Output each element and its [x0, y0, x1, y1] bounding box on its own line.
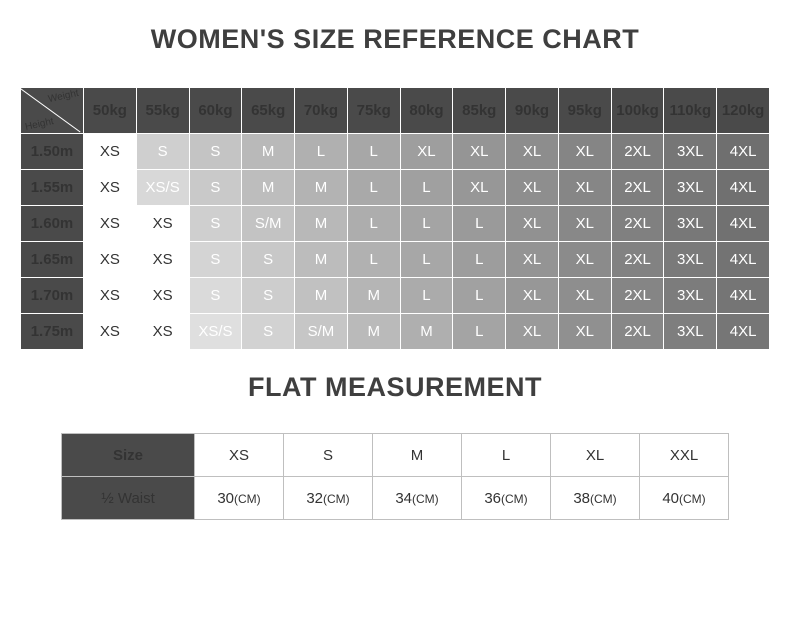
size-cell: XL — [558, 206, 611, 242]
weight-header-cell: 110kg — [664, 88, 717, 134]
size-cell: S — [189, 278, 242, 314]
measurement-unit: (CM) — [323, 491, 350, 506]
size-cell: XS — [136, 278, 189, 314]
size-cell: XL — [506, 278, 559, 314]
size-cell: 4XL — [717, 134, 770, 170]
size-cell: XL — [453, 134, 506, 170]
size-cell: XL — [506, 242, 559, 278]
size-cell: M — [295, 278, 348, 314]
size-cell: 2XL — [611, 206, 664, 242]
size-cell: 2XL — [611, 170, 664, 206]
axis-corner-cell — [21, 88, 84, 134]
size-cell: 2XL — [611, 134, 664, 170]
measurement-unit: (CM) — [679, 491, 706, 506]
measurement-value: 32 — [306, 489, 324, 507]
size-cell: 3XL — [664, 242, 717, 278]
size-cell: XL — [558, 242, 611, 278]
measurement-unit: (CM) — [590, 491, 617, 506]
size-cell: 3XL — [664, 134, 717, 170]
weight-header-cell: 80kg — [400, 88, 453, 134]
size-cell: 4XL — [717, 242, 770, 278]
size-cell: 3XL — [664, 278, 717, 314]
size-cell: 3XL — [664, 170, 717, 206]
flat-measurement-cell — [551, 477, 640, 520]
height-axis-label: Height — [24, 116, 55, 133]
size-table-header-row — [21, 88, 770, 134]
height-header-cell: 1.60m — [21, 206, 84, 242]
flat-size-header-cell: XL — [551, 434, 640, 477]
size-cell: 3XL — [664, 206, 717, 242]
size-cell: L — [347, 242, 400, 278]
height-header-cell: 1.70m — [21, 278, 84, 314]
size-cell: M — [347, 278, 400, 314]
size-reference-table — [20, 87, 770, 350]
weight-header-cell: 120kg — [717, 88, 770, 134]
weight-header-cell: 60kg — [189, 88, 242, 134]
size-reference-table-container — [20, 87, 770, 350]
size-cell: 4XL — [717, 170, 770, 206]
size-cell: M — [295, 242, 348, 278]
measurement-unit: (CM) — [412, 491, 439, 506]
size-cell: S — [189, 206, 242, 242]
weight-header-cell: 85kg — [453, 88, 506, 134]
flat-measurement-cell — [195, 477, 284, 520]
weight-header-cell: 75kg — [347, 88, 400, 134]
size-cell: XS — [136, 314, 189, 350]
size-cell: XS — [84, 314, 137, 350]
flat-size-label: Size — [62, 434, 195, 477]
measurement-unit: (CM) — [501, 491, 528, 506]
weight-header-cell: 95kg — [558, 88, 611, 134]
size-cell: XS — [136, 242, 189, 278]
table-row — [21, 278, 770, 314]
size-cell: L — [347, 206, 400, 242]
size-cell: L — [400, 242, 453, 278]
size-cell: L — [295, 134, 348, 170]
size-cell: XS — [84, 242, 137, 278]
size-cell: L — [453, 242, 506, 278]
weight-header-cell: 50kg — [84, 88, 137, 134]
table-row — [21, 134, 770, 170]
size-cell: 2XL — [611, 278, 664, 314]
flat-size-header-cell: XS — [195, 434, 284, 477]
flat-measurement-table — [61, 433, 729, 520]
size-cell: 4XL — [717, 206, 770, 242]
size-cell: XS — [136, 206, 189, 242]
size-cell: XL — [558, 278, 611, 314]
table-row — [21, 206, 770, 242]
height-header-cell: 1.65m — [21, 242, 84, 278]
size-cell: M — [242, 170, 295, 206]
measurement-unit: (CM) — [234, 491, 261, 506]
size-cell: XS — [84, 278, 137, 314]
size-cell: S/M — [242, 206, 295, 242]
size-cell: S — [242, 242, 295, 278]
size-cell: M — [295, 170, 348, 206]
size-cell: XL — [453, 170, 506, 206]
size-cell: XL — [558, 170, 611, 206]
size-cell: L — [400, 170, 453, 206]
flat-measurement-table-container — [61, 433, 729, 520]
size-cell: L — [347, 170, 400, 206]
flat-measurement-title: FLAT MEASUREMENT — [248, 372, 542, 402]
measurement-value: 36 — [484, 489, 502, 507]
size-cell: S — [242, 278, 295, 314]
size-cell: 3XL — [664, 314, 717, 350]
size-cell: XL — [506, 314, 559, 350]
flat-measurement-cell — [284, 477, 373, 520]
weight-axis-label: Weight — [47, 87, 80, 106]
flat-measurement-cell — [640, 477, 729, 520]
size-cell: 2XL — [611, 242, 664, 278]
size-cell: 2XL — [611, 314, 664, 350]
size-cell: S — [242, 314, 295, 350]
measurement-value: 40 — [662, 489, 680, 507]
size-cell: XS/S — [136, 170, 189, 206]
size-cell: L — [453, 314, 506, 350]
table-row — [21, 170, 770, 206]
size-cell: XL — [506, 170, 559, 206]
flat-measurement-cell — [373, 477, 462, 520]
size-cell: L — [400, 278, 453, 314]
size-cell: S/M — [295, 314, 348, 350]
height-header-cell: 1.55m — [21, 170, 84, 206]
flat-measurement-cell — [462, 477, 551, 520]
flat-size-header-cell: M — [373, 434, 462, 477]
size-cell: XS — [84, 206, 137, 242]
size-cell: XL — [558, 134, 611, 170]
weight-header-cell: 55kg — [136, 88, 189, 134]
measurement-value: 38 — [573, 489, 591, 507]
size-cell: XS — [84, 134, 137, 170]
weight-header-cell: 70kg — [295, 88, 348, 134]
size-cell: XL — [506, 206, 559, 242]
flat-value-row — [62, 477, 729, 520]
size-cell: S — [189, 134, 242, 170]
flat-row-label: ½ Waist — [62, 477, 195, 520]
size-cell: M — [347, 314, 400, 350]
weight-header-cell: 100kg — [611, 88, 664, 134]
size-cell: 4XL — [717, 314, 770, 350]
size-cell: XL — [400, 134, 453, 170]
size-cell: L — [400, 206, 453, 242]
page-title: WOMEN'S SIZE REFERENCE CHART — [150, 24, 640, 54]
weight-header-cell: 65kg — [242, 88, 295, 134]
table-row — [21, 242, 770, 278]
size-cell: XS/S — [189, 314, 242, 350]
height-header-cell: 1.50m — [21, 134, 84, 170]
weight-header-cell: 90kg — [506, 88, 559, 134]
flat-size-header-cell: L — [462, 434, 551, 477]
size-cell: S — [136, 134, 189, 170]
size-cell: L — [347, 134, 400, 170]
flat-header-row — [62, 434, 729, 477]
flat-size-header-cell: XXL — [640, 434, 729, 477]
size-cell: S — [189, 242, 242, 278]
size-cell: L — [453, 278, 506, 314]
size-cell: M — [400, 314, 453, 350]
size-cell: L — [453, 206, 506, 242]
size-cell: M — [242, 134, 295, 170]
size-cell: XS — [84, 170, 137, 206]
measurement-value: 34 — [395, 489, 413, 507]
size-cell: 4XL — [717, 278, 770, 314]
measurement-value: 30 — [217, 489, 235, 507]
size-cell: M — [295, 206, 348, 242]
size-cell: S — [189, 170, 242, 206]
size-cell: XL — [558, 314, 611, 350]
size-cell: XL — [506, 134, 559, 170]
flat-size-header-cell: S — [284, 434, 373, 477]
height-header-cell: 1.75m — [21, 314, 84, 350]
table-row — [21, 314, 770, 350]
